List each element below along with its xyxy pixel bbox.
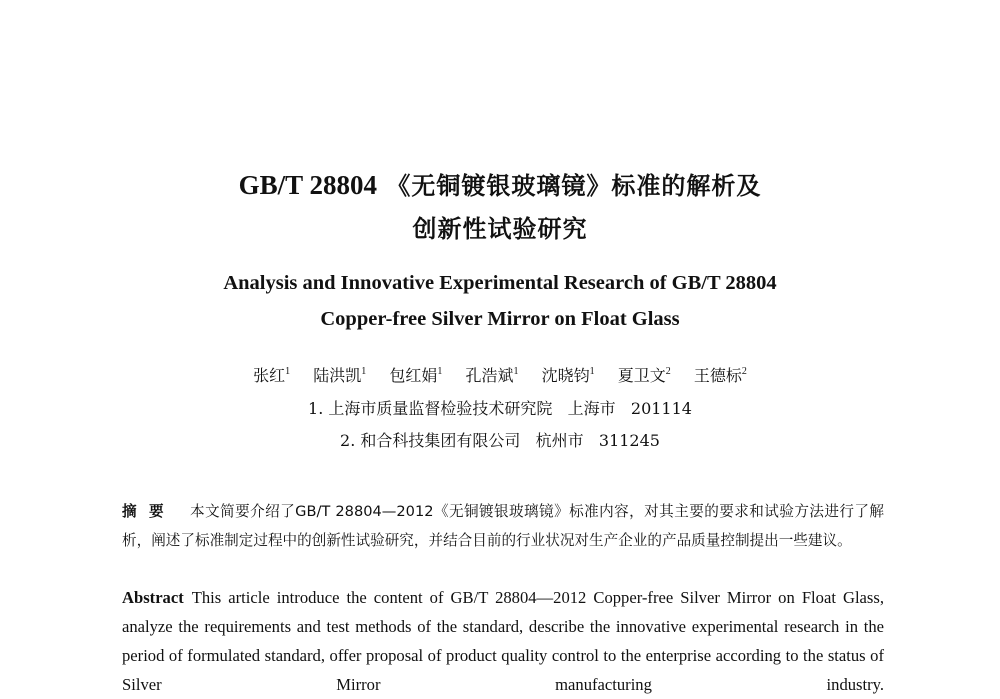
author — [253, 363, 290, 389]
abstract-cn-label: 摘要 — [122, 503, 177, 520]
author-name: 王德标 — [693, 366, 742, 385]
author — [389, 363, 442, 389]
author-affiliation-mark: 1 — [361, 366, 367, 377]
author-affiliation-mark: 1 — [437, 366, 443, 377]
author-name: 夏卫文 — [617, 366, 666, 385]
author-affiliation-mark: 2 — [741, 366, 747, 377]
author-name: 孔浩斌 — [465, 366, 514, 385]
affiliation-2: 2. 和合科技集团有限公司 杭州市 311245 — [340, 431, 660, 450]
abstract-en-text: This article introduce the content of GB/T 28804—2012 Copper-free Silver Mirror on Float Glass, analyze the requirements and test methods of the standard, describe the innovative experimental research in the period of formulated standard, offer proposal of product quality control to the enterprise according to the status of Silver Mirror manufacturing industry. — [122, 588, 884, 694]
author — [618, 363, 671, 389]
abstract-cn — [122, 497, 884, 555]
author-list — [0, 363, 1000, 389]
abstract-en — [122, 583, 884, 699]
title-en-line-2: Copper-free Silver Mirror on Float Glass — [320, 308, 680, 330]
title-cn-line-1 — [0, 165, 1000, 206]
author — [465, 363, 518, 389]
author — [313, 363, 366, 389]
title-en-line-1: Analysis and Innovative Experimental Research of GB/T 28804 — [223, 272, 777, 294]
abstract-en-label: Abstract — [122, 588, 184, 607]
author-affiliation-mark: 1 — [513, 366, 519, 377]
author-name: 包红娟 — [389, 366, 438, 385]
author-name: 陆洪凯 — [313, 366, 362, 385]
author — [542, 363, 595, 389]
author-affiliation-mark: 2 — [665, 366, 671, 377]
author-name: 沈晓钧 — [541, 366, 590, 385]
title-cn-line-1-text: 《无铜镀银玻璃镜》标准的解析及 — [386, 172, 762, 200]
title-cn-line-2: 创新性试验研究 — [412, 215, 588, 243]
title-cn-standard-number: GB/T 28804 — [238, 170, 377, 200]
author — [694, 363, 747, 389]
abstract-cn-text: 本文简要介绍了GB/T 28804—2012《无铜镀银玻璃镜》标准内容，对其主要的要求和试验方法进行了解析，阐述了标准制定过程中的创新性试验研究，并结合目前的行业状况对生产企业的产品质量控制提出一些建议。 — [122, 503, 884, 549]
author-name: 张红 — [253, 366, 286, 385]
author-affiliation-mark: 1 — [285, 366, 291, 377]
author-affiliation-mark: 1 — [589, 366, 595, 377]
affiliation-1: 1. 上海市质量监督检验技术研究院 上海市 201114 — [308, 399, 692, 418]
